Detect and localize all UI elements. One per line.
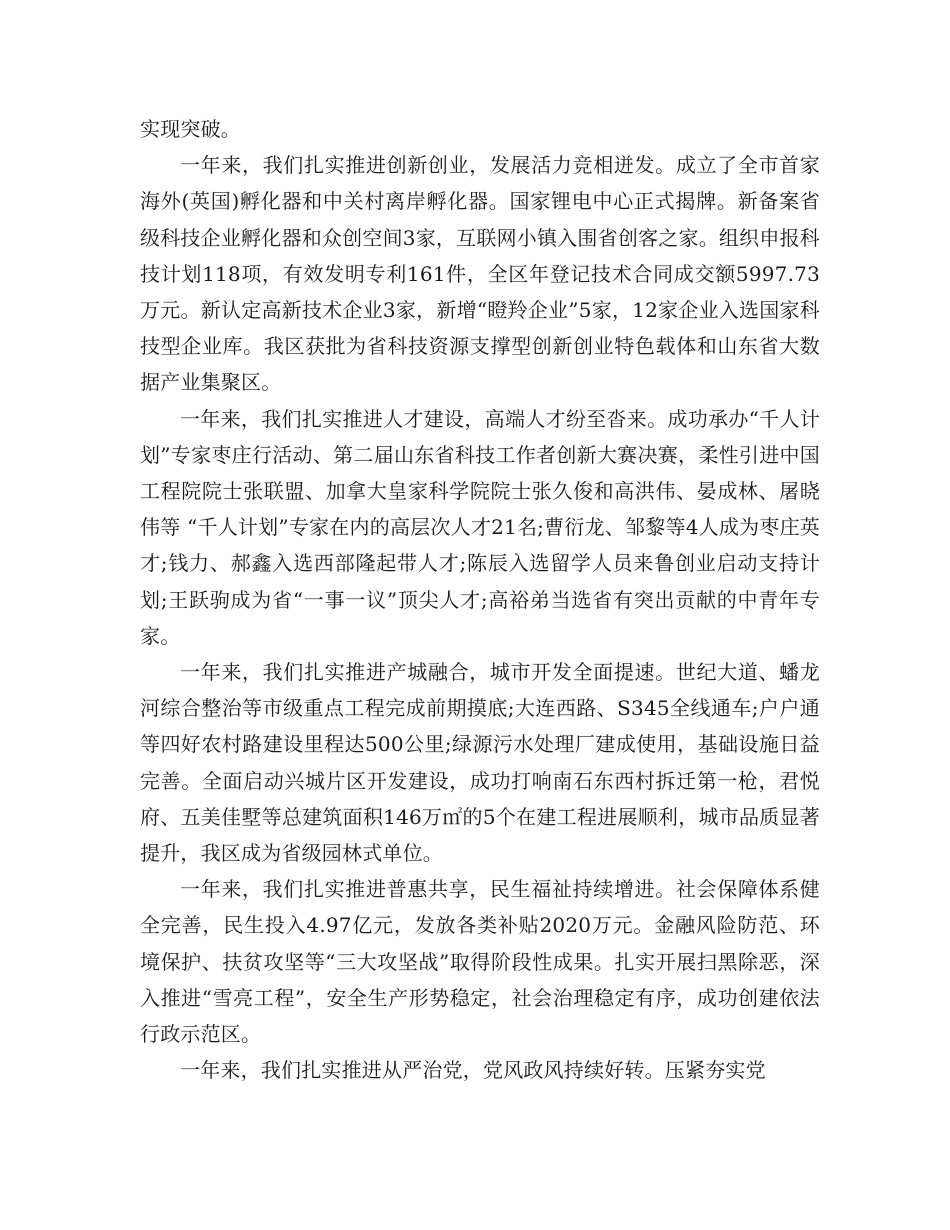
- document-body: [140, 111, 820, 1088]
- paragraph-innovation: 一年来，我们扎实推进创新创业，发展活力竞相迸发。成立了全市首家海外(英国)孵化器和中关村离岸孵化器。国家锂电中心正式揭牌。新备案省级科技企业孵化器和众创空间3家，互联网小镇入围省创客之家。组织申报科技计划118项，有效发明专利161件，全区年登记技术合同成交额5997.73万元。新认定高新技术企业3家，新增“瞪羚企业”5家，12家企业入选国家科技型企业库。我区获批为省科技资源支撑型创新创业特色载体和山东省大数据产业集聚区。: [140, 153, 820, 395]
- paragraph-livelihood: 一年来，我们扎实推进普惠共享，民生福祉持续增进。社会保障体系健全完善，民生投入4.97亿元，发放各类补贴2020万元。金融风险防范、环境保护、扶贫攻坚等“三大攻坚战”取得阶段性成果。扎实开展扫黑除恶，深入推进“雪亮工程”，安全生产形势稳定，社会治理稳定有序，成功创建依法行政示范区。: [140, 877, 820, 1047]
- paragraph-continuation: 实现突破。: [140, 117, 241, 141]
- paragraph-party-governance: 一年来，我们扎实推进从严治党，党风政风持续好转。压紧夯实党: [180, 1058, 766, 1083]
- paragraph-talent: 一年来，我们扎实推进人才建设，高端人才纷至沓来。成功承办“千人计划”专家枣庄行活动、第二届山东省科技工作者创新大赛决赛，柔性引进中国工程院院士张联盟、加拿大皇家科学院院士张久俊和高洪伟、晏成林、屠晓伟等 “千人计划”专家在内的高层次人才21名;曹衍龙、邹黎等4人成为枣庄英才;钱力、郝鑫入选西部隆起带人才;陈辰入选留学人员来鲁创业启动支持计划;王跃驹成为省“一事一议”顶尖人才;高裕弟当选省有突出贡献的中青年专家。: [140, 406, 820, 648]
- paragraph-urban-integration: 一年来，我们扎实推进产城融合，城市开发全面提速。世纪大道、蟠龙河综合整治等市级重点工程完成前期摸底;大连西路、S345全线通车;户户通等四好农村路建设里程达500公里;绿源污水处理厂建成使用，基础设施日益完善。全面启动兴城片区开发建设，成功打响南石东西村拆迁第一枪，君悦府、五美佳墅等总建筑面积146万㎡的5个在建工程进展顺利，城市品质显著提升，我区成为省级园林式单位。: [140, 660, 820, 866]
